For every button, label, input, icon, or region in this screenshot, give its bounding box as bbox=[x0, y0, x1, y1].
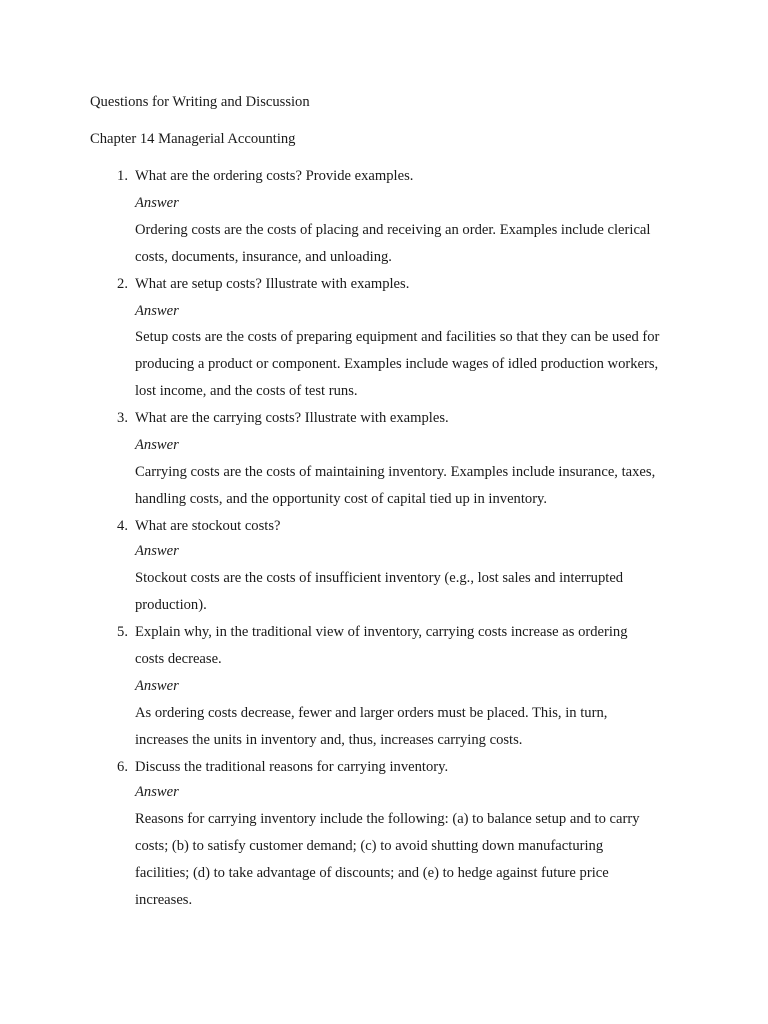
answer-text: Ordering costs are the costs of placing and receiving an order. Examples include clerical bbox=[135, 222, 651, 238]
answer-text: facilities; (d) to take advantage of discounts; and (e) to hedge against future price bbox=[135, 865, 609, 881]
question-number: 1. bbox=[117, 168, 128, 184]
answer-text: costs, documents, insurance, and unloading. bbox=[135, 249, 392, 265]
question-number: 5. bbox=[117, 624, 128, 640]
question-number: 4. bbox=[117, 518, 128, 534]
answer-text: handling costs, and the opportunity cost of capital tied up in inventory. bbox=[135, 491, 548, 507]
answer-text: producing a product or component. Examples include wages of idled production workers, bbox=[135, 356, 659, 372]
document-title: Questions for Writing and Discussion bbox=[90, 94, 310, 110]
question-text: What are the carrying costs? Illustrate with examples. bbox=[135, 410, 449, 426]
question-number: 2. bbox=[117, 276, 128, 292]
answer-text: Carrying costs are the costs of maintaining inventory. Examples include insurance, taxes, bbox=[135, 464, 656, 480]
answer-label: Answer bbox=[135, 678, 179, 694]
answer-label: Answer bbox=[135, 303, 179, 319]
question-text: What are setup costs? Illustrate with examples. bbox=[135, 276, 410, 292]
answer-text: lost income, and the costs of test runs. bbox=[135, 383, 358, 399]
question-number: 3. bbox=[117, 410, 128, 426]
answer-text: costs; (b) to satisfy customer demand; (c) to avoid shutting down manufacturing bbox=[135, 838, 604, 854]
answer-label: Answer bbox=[135, 195, 179, 211]
answer-text: Reasons for carrying inventory include the following: (a) to balance setup and to carry bbox=[135, 811, 640, 827]
question-text: What are stockout costs? bbox=[135, 518, 281, 534]
question-text: What are the ordering costs? Provide examples. bbox=[135, 168, 414, 184]
question-text: Explain why, in the traditional view of inventory, carrying costs increase as ordering bbox=[135, 624, 628, 640]
answer-text: production). bbox=[135, 597, 207, 613]
answer-text: Stockout costs are the costs of insufficient inventory (e.g., lost sales and interrupted bbox=[135, 570, 624, 586]
answer-text: As ordering costs decrease, fewer and larger orders must be placed. This, in turn, bbox=[135, 705, 608, 721]
question-text: costs decrease. bbox=[135, 651, 222, 667]
answer-text: Setup costs are the costs of preparing equipment and facilities so that they can be used for bbox=[135, 329, 660, 345]
answer-label: Answer bbox=[135, 437, 179, 453]
answer-label: Answer bbox=[135, 784, 179, 800]
answer-text: increases. bbox=[135, 892, 193, 908]
question-text: Discuss the traditional reasons for carrying inventory. bbox=[135, 759, 449, 775]
answer-label: Answer bbox=[135, 543, 179, 559]
chapter-title: Chapter 14 Managerial Accounting bbox=[90, 131, 296, 147]
answer-text: increases the units in inventory and, thus, increases carrying costs. bbox=[135, 732, 523, 748]
question-number: 6. bbox=[117, 759, 128, 775]
